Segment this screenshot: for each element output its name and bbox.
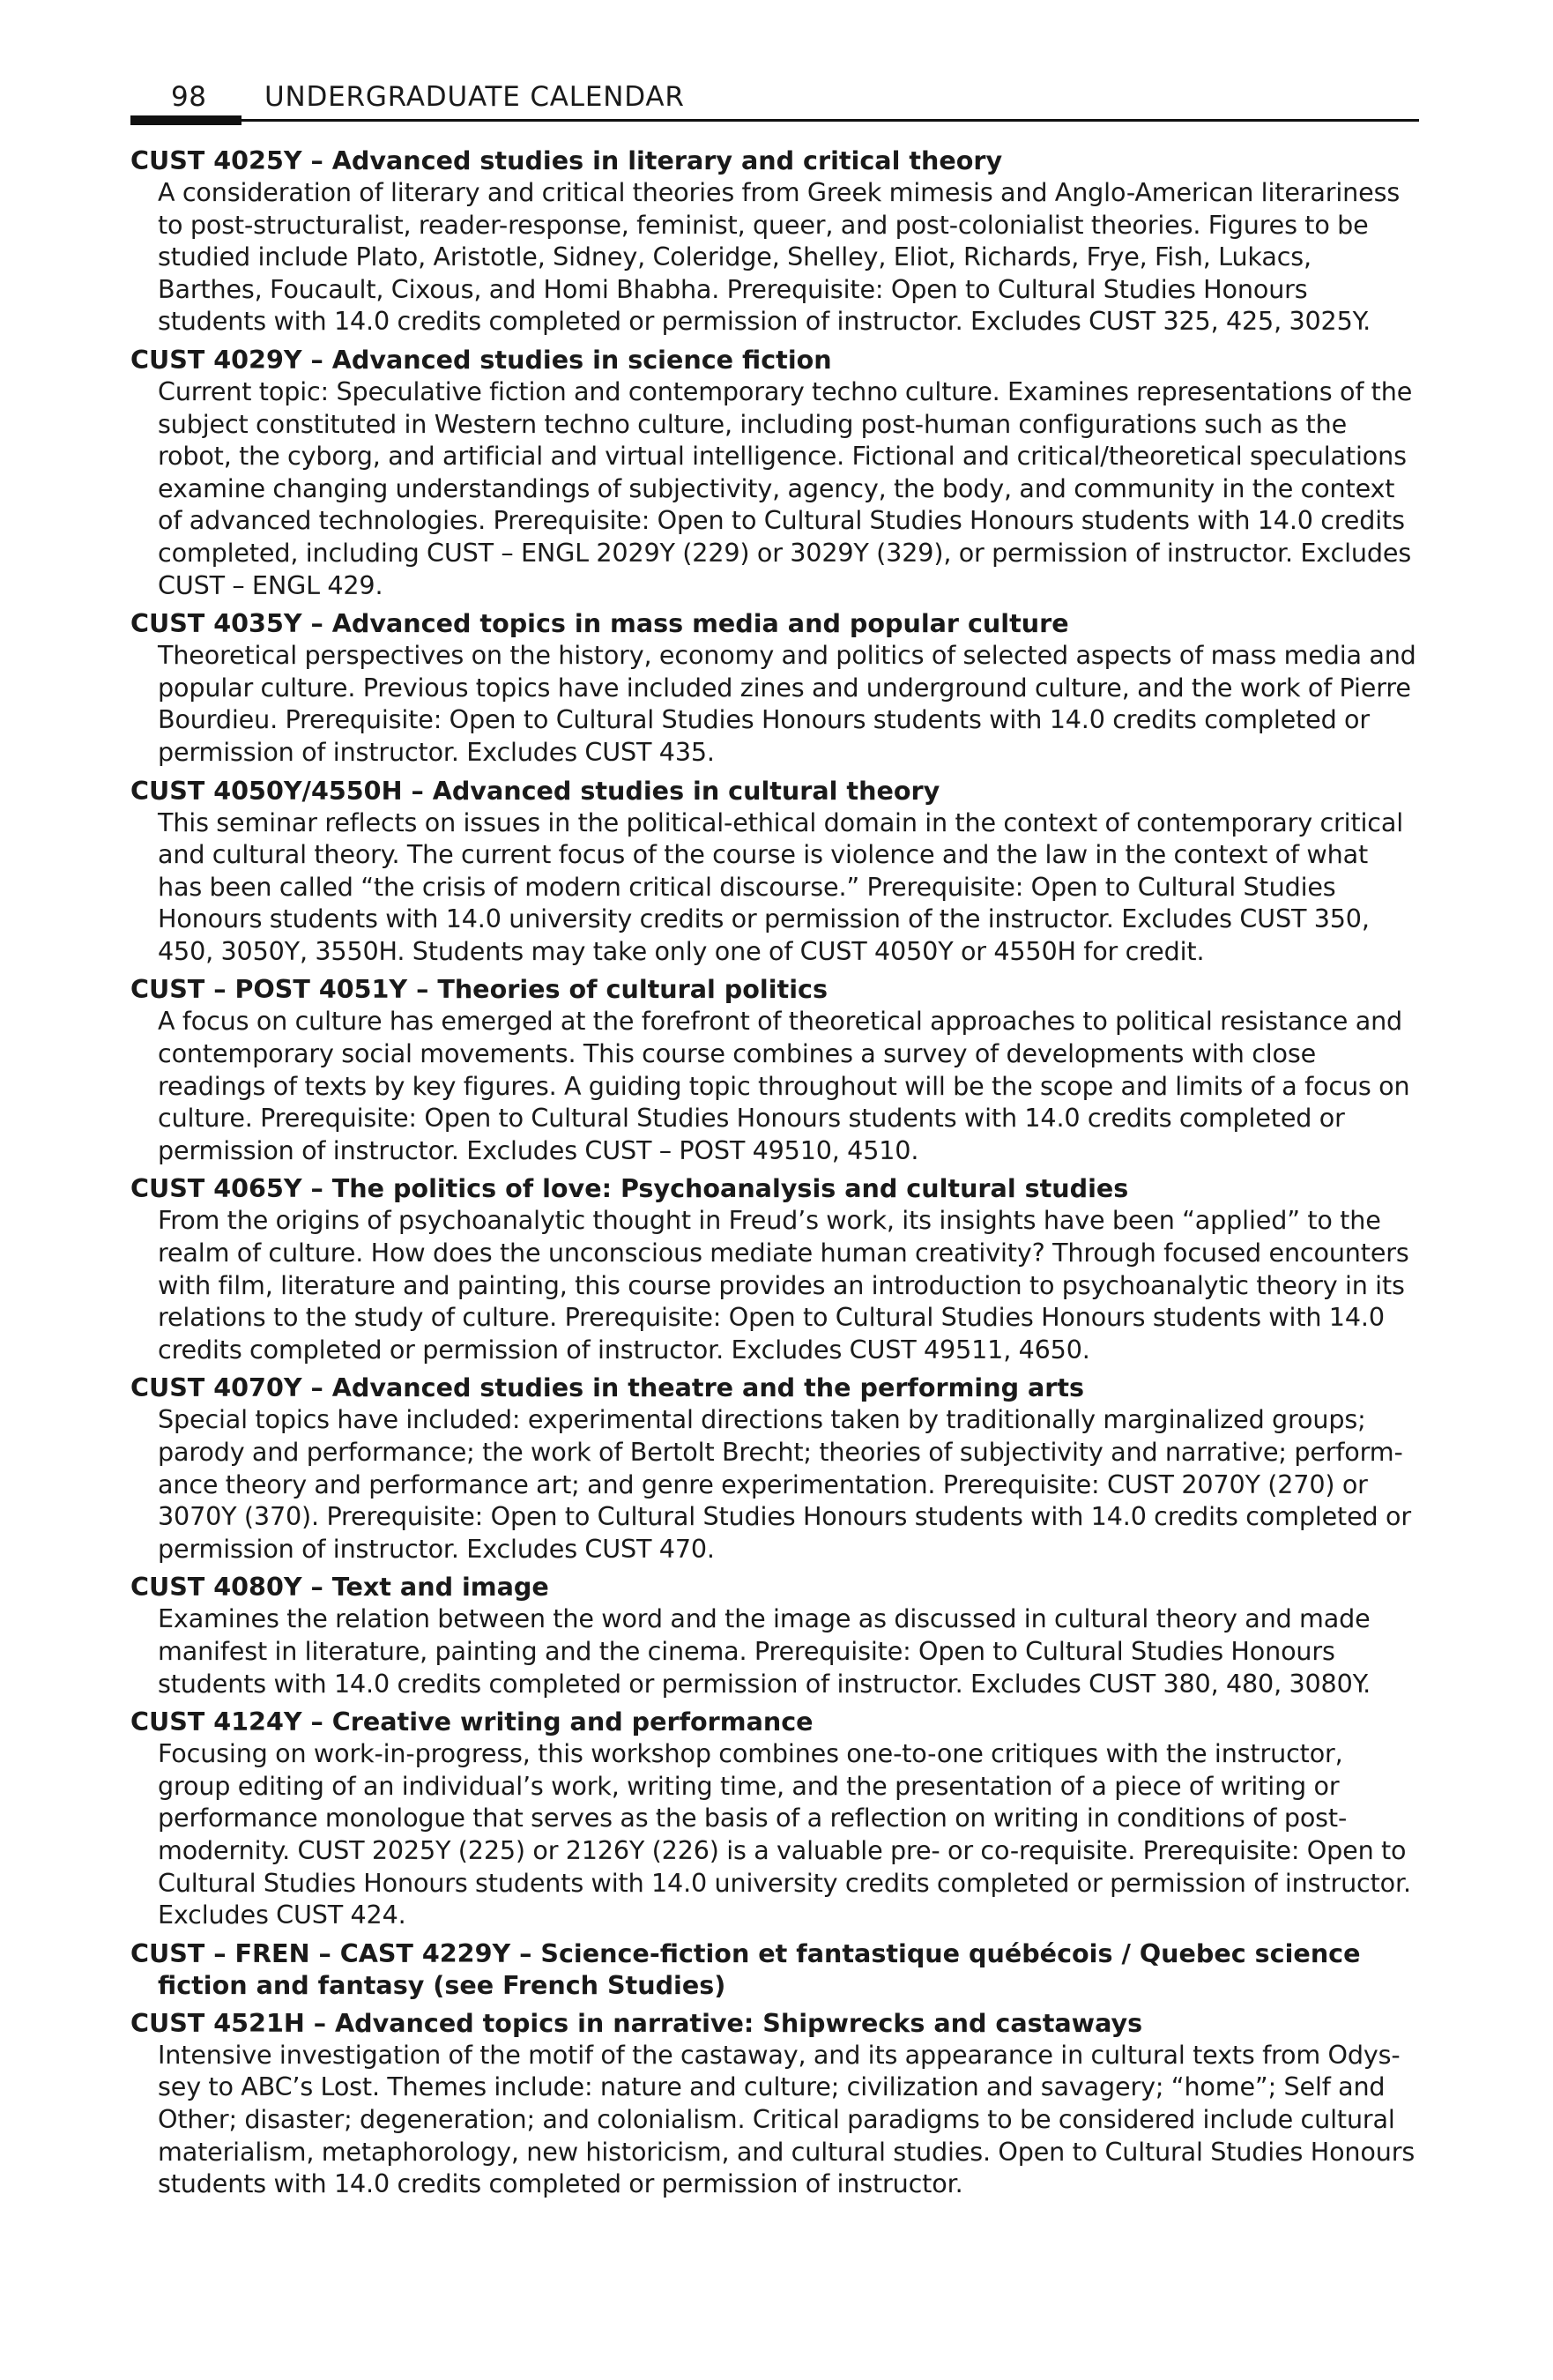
course-title: CUST 4065Y – The politics of love: Psychoanalysis and cultural studies — [130, 1173, 1129, 1204]
course-title: CUST 4050Y/4550H – Advanced studies in cultural theory — [130, 775, 940, 806]
course-description: Special topics have included: experimental directions taken by traditionally marginalized groups; parody and performance; the work of Bertolt Brecht; theories of subjectivity and narrative; perform-ance theory and performance art; and genre experimentation. Prerequisite: CUST 2070Y (270) or 3070Y (370). Prerequisite: Open to Cultural Studies Honours students with 14.0 credits completed or permission of instructor. Excludes CUST 470. — [158, 1404, 1411, 1564]
course-entry — [130, 1571, 1419, 1699]
course-description: A consideration of literary and critical theories from Greek mimesis and Anglo-American literariness to post-structuralist, reader-response, feminist, queer, and post-colonialist theories. Figures to be studied include Plato, Aristotle, Sidney, Coleridge, Shelley, Eliot, Richards, Frye, Fish, Lukacs, Barthes, Foucault, Cixous, and Homi Bhabha. Prerequisite: Open to Cultural Studies Honours students with 14.0 credits completed or permission of instructor. Excludes CUST 325, 425, 3025Y. — [158, 177, 1401, 337]
header-rule-thick — [130, 115, 241, 125]
course-entry — [130, 1172, 1419, 1365]
calendar-page — [130, 76, 1419, 2206]
course-description: From the origins of psychoanalytic thought in Freud’s work, its insights have been “applied” to the realm of culture. How does the unconscious mediate human creativity? Through focused encounters with film, literature and painting, this course provides an introduction to psychoanalytic theory in its relations to the study of culture. Prerequisite: Open to Cultural Studies Honours students with 14.0 credits completed or permission of instructor. Excludes CUST 49511, 4650. — [158, 1205, 1409, 1365]
course-title: CUST 4124Y – Creative writing and performance — [130, 1707, 814, 1737]
course-entry — [130, 1706, 1419, 1931]
course-title: CUST 4070Y – Advanced studies in theatre and the performing arts — [130, 1372, 1085, 1403]
running-title: UNDERGRADUATE CALENDAR — [264, 81, 685, 113]
course-entry — [130, 973, 1419, 1166]
course-entry — [130, 775, 1419, 968]
course-title: CUST 4080Y – Text and image — [130, 1572, 549, 1603]
course-description: This seminar reflects on issues in the political-ethical domain in the context of contemporary critical and cultural theory. The current focus of the course is violence and the law in the context of what has been called “the crisis of modern critical discourse.” Prerequisite: Open to Cultural Studies Honours students with 14.0 university credits or permission of the instructor. Excludes CUST 350, 450, 3050Y, 3550H. Students may take only one of CUST 4050Y or 4550H for credit. — [158, 807, 1404, 966]
course-title: CUST 4035Y – Advanced topics in mass media and popular culture — [130, 608, 1069, 639]
course-entry — [130, 2007, 1419, 2200]
course-description: Intensive investigation of the motif of the castaway, and its appearance in cultural texts from Odys-sey to ABC’s Lost. Themes include: nature and culture; civilization and savagery; “home”; Self and Other; disaster; degeneration; and colonialism. Critical paradigms to be considered include cultural materialism, metaphorology, new historicism, and cultural studies. Open to Cultural Studies Honours students with 14.0 credits completed or permission of instructor. — [158, 2039, 1416, 2199]
course-title: CUST 4029Y – Advanced studies in science fiction — [130, 344, 832, 375]
course-entry — [130, 344, 1419, 601]
course-title: CUST – POST 4051Y – Theories of cultural politics — [130, 974, 828, 1005]
course-entry — [130, 1937, 1419, 2001]
course-description: Theoretical perspectives on the history, economy and politics of selected aspects of mass media and popular culture. Previous topics have included zines and underground culture, and the work of Pierre Bourdieu. Prerequisite: Open to Cultural Studies Honours students with 14.0 credits completed or permission of instructor. Excludes CUST 435. — [158, 640, 1416, 767]
course-entry — [130, 1372, 1419, 1565]
course-description: Focusing on work-in-progress, this workshop combines one-to-one critiques with the instructor, group editing of an individual’s work, writing time, and the presentation of a piece of writing or performance monologue that serves as the basis of a reflection on writing in conditions of post-modernity. CUST 2025Y (225) or 2126Y (226) is a valuable pre- or co-requisite. Prerequisite: Open to Cultural Studies Honours students with 14.0 university credits completed or permission of instructor. Excludes CUST 424. — [158, 1738, 1411, 1930]
course-entry — [130, 607, 1419, 768]
course-entry — [130, 145, 1419, 338]
course-title: CUST 4521H – Advanced topics in narrative: Shipwrecks and castaways — [130, 2007, 1143, 2038]
page-number: 98 — [171, 81, 207, 113]
header-rule-thin — [241, 119, 1419, 122]
page-header — [130, 76, 1419, 125]
course-title: CUST – FREN – CAST 4229Y – Science-fiction et fantastique québécois / Quebec science fiction and fantasy (see French Studies) — [130, 1937, 1361, 2000]
course-description: Examines the relation between the word and the image as discussed in cultural theory and made manifest in literature, painting and the cinema. Prerequisite: Open to Cultural Studies Honours students with 14.0 credits completed or permission of instructor. Excludes CUST 380, 480, 3080Y. — [158, 1603, 1371, 1699]
course-list — [130, 145, 1419, 2200]
course-description: A focus on culture has emerged at the forefront of theoretical approaches to political resistance and contemporary social movements. This course combines a survey of developments with close readings of texts by key figures. A guiding topic throughout will be the scope and limits of a focus on culture. Prerequisite: Open to Cultural Studies Honours students with 14.0 credits completed or permission of instructor. Excludes CUST – POST 49510, 4510. — [158, 1006, 1410, 1165]
course-description: Current topic: Speculative fiction and contemporary techno culture. Examines representations of the subject constituted in Western techno culture, including post-human configurations such as the robot, the cyborg, and artificial and virtual intelligence. Fictional and critical/theoretical speculations examine changing understandings of subjectivity, agency, the body, and community in the context of advanced technologies. Prerequisite: Open to Cultural Studies Honours students with 14.0 credits completed, including CUST – ENGL 2029Y (229) or 3029Y (329), or permission of instructor. Excludes CUST – ENGL 429. — [158, 376, 1413, 600]
course-title: CUST 4025Y – Advanced studies in literary and critical theory — [130, 145, 1003, 175]
